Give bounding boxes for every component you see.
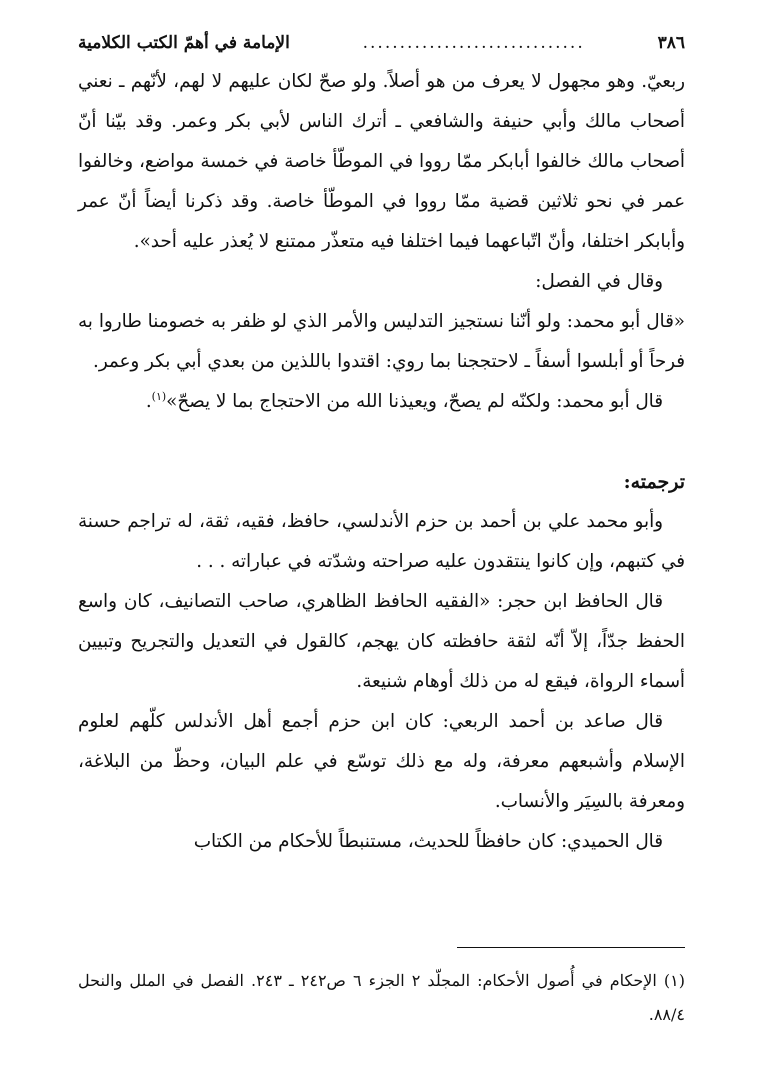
footnote-text: (١) الإحكام في أُصول الأحكام: المجلّد ٢ الجزء ٦ ص٢٤٢ ـ ٢٤٣. الفصل في الملل والنحل ٨٨/٤. (78, 971, 685, 1024)
running-head (78, 28, 685, 62)
paragraph-4-text: قال أبو محمد: ولكنّه لم يصحّ، ويعيذنا الله من الاحتجاج بما لا يصحّ» (166, 391, 663, 412)
running-title: الإمامة في أهمّ الكتب الكلامية (78, 33, 290, 53)
paragraph-4 (78, 382, 685, 422)
biography-paragraph-4: قال الحميدي: كان حافظاً للحديث، مستنبطاً للأحكام من الكتاب (193, 831, 663, 852)
footnote-divider (457, 947, 685, 948)
paragraph-2: وقال في الفصل: (535, 271, 663, 292)
biography-paragraph-1: وأبو محمد علي بن أحمد بن حزم الأندلسي، حافظ، فقيه، ثقة، له تراجم حسنة في كتبهم، وإن كانوا ينتقدون عليه صراحته وشدّته في عباراته . . . (78, 511, 685, 572)
paragraph-3: «قال أبو محمد: ولو أنّنا نستجيز التدليس والأمر الذي لو ظفر به خصومنا طاروا به فرحاً أو أبلسوا أسفاً ـ لاحتججنا بما روي: اقتدوا باللذين من بعدي أبي بكر وعمر. (78, 311, 685, 372)
section-heading: ترجمته: (623, 471, 685, 493)
main-text (78, 62, 685, 862)
biography-paragraph-3: قال صاعد بن أحمد الربعي: كان ابن حزم أجمع أهل الأندلس كلّهم لعلوم الإسلام وأشبعهم معرفة، وله مع ذلك توسّع في علم البيان، وحظّ من البلاغة، ومعرفة بالسِيَر والأنساب. (78, 711, 685, 812)
biography-paragraph-2: قال الحافظ ابن حجر: «الفقيه الحافظ الظاهري، صاحب التصانيف، كان واسع الحفظ جدّاً، إلاّ أنّه لثقة حافظته كان يهجم، كالقول في التعديل والتجريح وتبيين أسماء الرواة، فيقع له من ذلك أوهام شنيعة. (78, 591, 685, 692)
book-page (78, 28, 685, 1070)
page-number: ٣٨٦ (657, 33, 685, 53)
paragraph-1: ربعيّ. وهو مجهول لا يعرف من هو أصلاً. ولو صحّ لكان عليهم لا لهم، لأنّهم ـ نعني أصحاب مالك وأبي حنيفة والشافعي ـ أترك الناس لأبي بكر وعمر. وقد بيّنا أنّ أصحاب مالك خالفوا أبابكر ممّا رووا في الموطّأ خاصة في خمسة مواضع، وخالفوا عمر في نحو ثلاثين قضية ممّا رووا في الموطّأ خاصة. وقد ذكرنا أيضاً أنّ عمر وأبابكر اختلفا، وأنّ اتّباعهما فيما اختلفا فيه متعذّر ممتنع لا يُعذر عليه أحد». (78, 71, 685, 252)
footnote-reference[interactable]: (١) (151, 389, 167, 403)
leader-dots: .............................. (362, 33, 585, 53)
paragraph-4-period: . (145, 391, 152, 412)
